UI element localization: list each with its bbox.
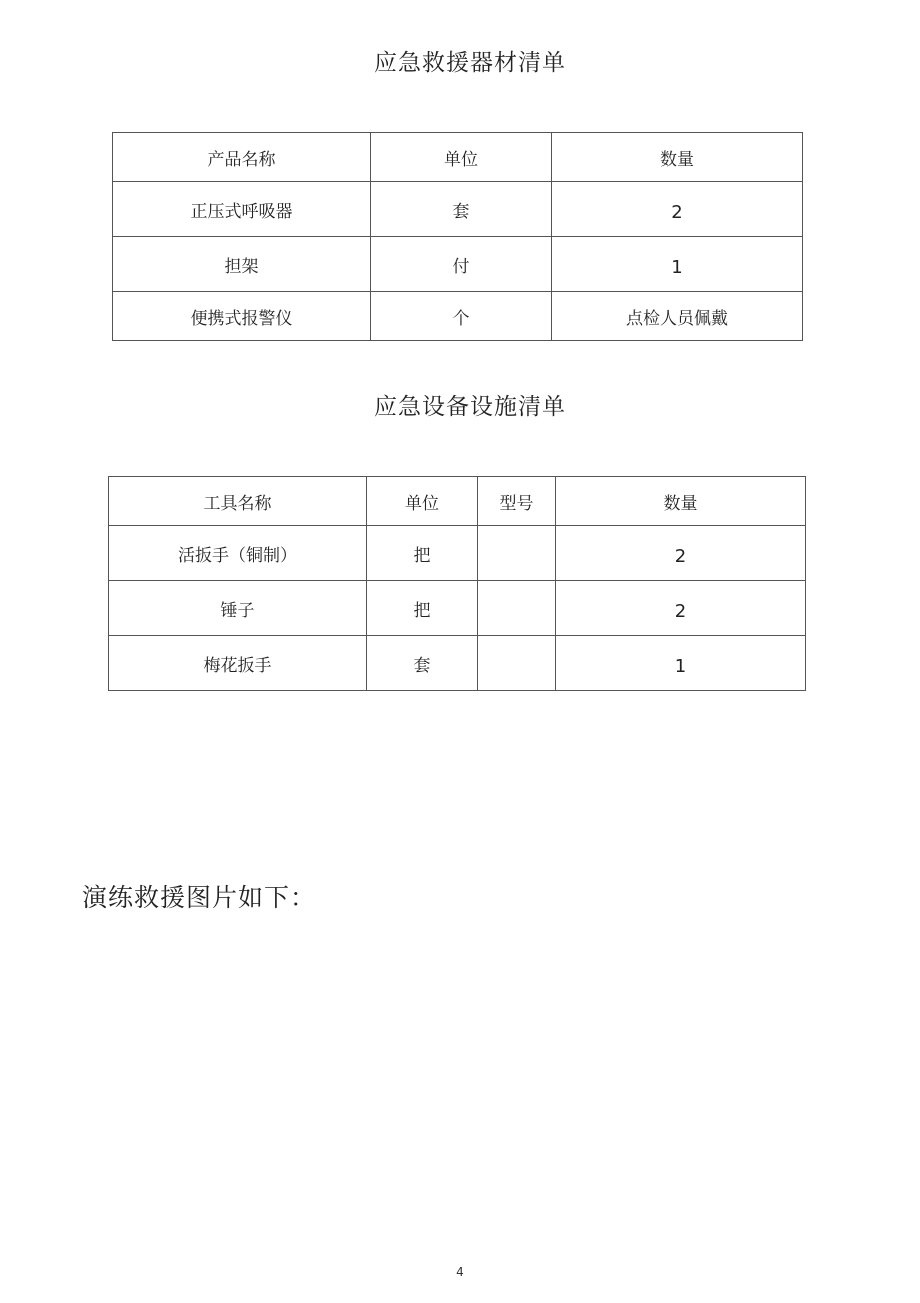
cell-model <box>478 526 556 581</box>
section2-title: 应急设备设施清单 <box>374 394 566 420</box>
cell-quantity: 1 <box>552 237 803 292</box>
table-header-row <box>109 477 806 526</box>
cell-model <box>478 581 556 636</box>
cell-quantity: 2 <box>552 182 803 237</box>
cell-product-name: 担架 <box>113 237 371 292</box>
cell-tool-name: 梅花扳手 <box>109 636 367 691</box>
cell-unit: 把 <box>367 526 478 581</box>
column-header-tool-name: 工具名称 <box>109 477 367 526</box>
column-header-unit: 单位 <box>371 133 552 182</box>
emergency-facilities-table <box>108 476 806 691</box>
table-row <box>109 636 806 691</box>
column-header-quantity: 数量 <box>552 133 803 182</box>
cell-quantity: 2 <box>556 526 806 581</box>
page-number: 4 <box>456 1265 464 1279</box>
column-header-model: 型号 <box>478 477 556 526</box>
table-row <box>109 581 806 636</box>
table-row <box>113 237 803 292</box>
column-header-quantity: 数量 <box>556 477 806 526</box>
cell-quantity: 点检人员佩戴 <box>552 292 803 341</box>
cell-unit: 套 <box>371 182 552 237</box>
table-row <box>109 526 806 581</box>
table-row <box>113 182 803 237</box>
table-header-row <box>113 133 803 182</box>
cell-unit: 个 <box>371 292 552 341</box>
rescue-equipment-table <box>112 132 803 341</box>
section1-title: 应急救援器材清单 <box>374 50 566 76</box>
cell-tool-name: 活扳手（铜制） <box>109 526 367 581</box>
cell-tool-name: 锤子 <box>109 581 367 636</box>
cell-product-name: 便携式报警仪 <box>113 292 371 341</box>
drill-photos-caption: 演练救援图片如下： <box>82 883 317 912</box>
cell-unit: 套 <box>367 636 478 691</box>
cell-unit: 付 <box>371 237 552 292</box>
cell-quantity: 1 <box>556 636 806 691</box>
cell-unit: 把 <box>367 581 478 636</box>
cell-quantity: 2 <box>556 581 806 636</box>
column-header-unit: 单位 <box>367 477 478 526</box>
cell-model <box>478 636 556 691</box>
table-row <box>113 292 803 341</box>
column-header-product-name: 产品名称 <box>113 133 371 182</box>
cell-product-name: 正压式呼吸器 <box>113 182 371 237</box>
